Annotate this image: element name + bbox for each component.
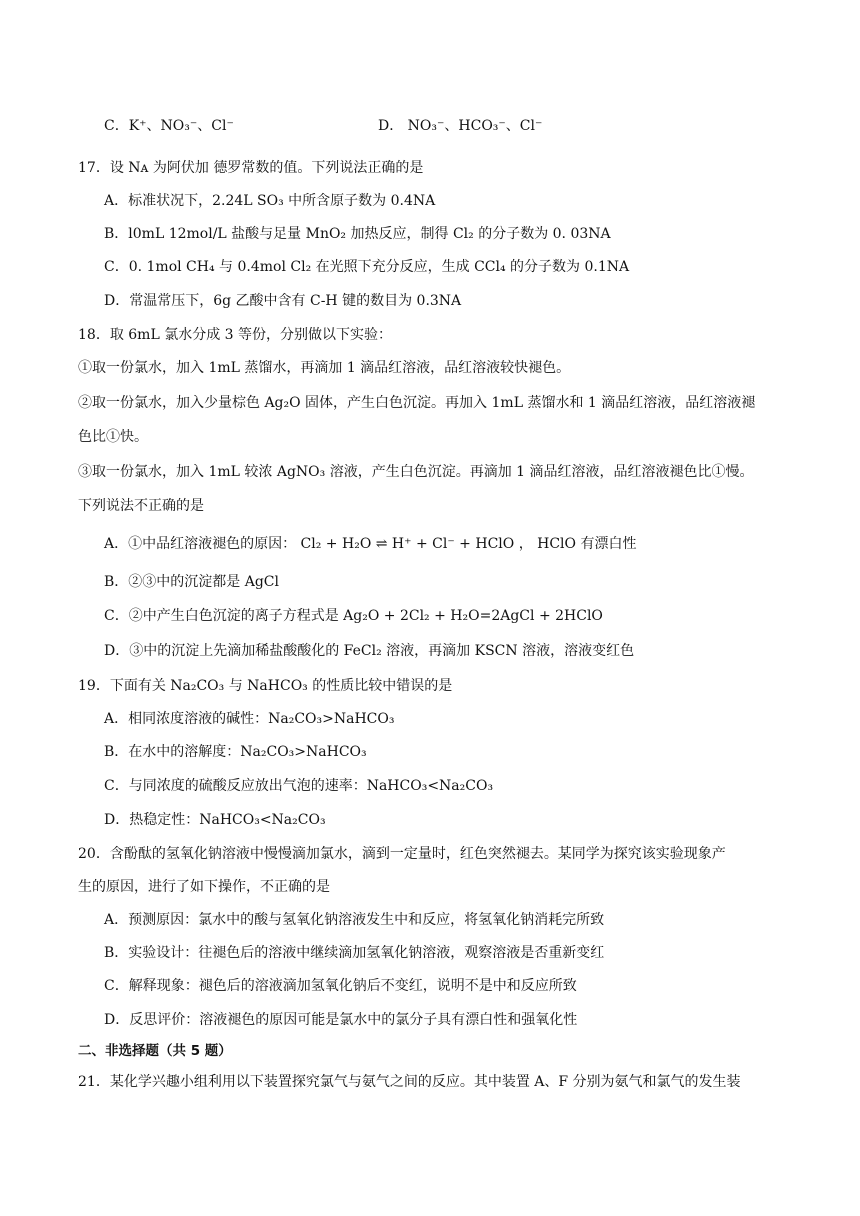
- q18-exp-3: ③取一份氯水，加入 1mL 较浓 AgNO₃ 溶液，产生白色沉淀。再滴加 1 滴品红溶液，品红溶液褪色比①慢。: [78, 464, 754, 480]
- q19-option-c: C．与同浓度的硫酸反应放出气泡的速率：NaHCO₃<Na₂CO₃: [104, 778, 494, 794]
- q18-option-d: D．③中的沉淀上先滴加稀盐酸酸化的 FeCl₂ 溶液，再滴加 KSCN 溶液，溶液变红色: [104, 643, 635, 659]
- q18-exp-2: ②取一份氯水，加入少量棕色 Ag₂O 固体，产生白色沉淀。再加入 1mL 蒸馏水和 1 滴品红溶液，品红溶液褪: [78, 395, 756, 411]
- q21-stem: 21．某化学兴趣小组利用以下装置探究氯气与氨气之间的反应。其中装置 A、F 分别为氨气和氯气的发生装: [78, 1074, 741, 1090]
- q20-option-a: A．预测原因：氯水中的酸与氢氧化钠溶液发生中和反应，将氢氧化钠消耗完所致: [104, 912, 605, 928]
- q20-stem-cont: 生的原因，进行了如下操作，不正确的是: [78, 879, 330, 895]
- q20-option-c: C．解释现象：褪色后的溶液滴加氢氧化钠后不变红，说明不是中和反应所致: [104, 978, 577, 994]
- q18-option-b: B．②③中的沉淀都是 AgCl: [104, 574, 279, 590]
- q20-option-d: D．反思评价：溶液褪色的原因可能是氯水中的氯分子具有漂白性和强氧化性: [104, 1012, 578, 1028]
- q17-option-c: C．0. 1mol CH₄ 与 0.4mol Cl₂ 在光照下充分反应，生成 CCl₄ 的分子数为 0.1NA: [104, 259, 630, 275]
- q16-option-d: D． NO₃⁻、HCO₃⁻、Cl⁻: [378, 118, 543, 134]
- q18-ask: 下列说法不正确的是: [78, 498, 204, 514]
- q20-option-b: B．实验设计：往褪色后的溶液中继续滴加氢氧化钠溶液，观察溶液是否重新变红: [104, 945, 605, 961]
- q18-stem: 18．取 6mL 氯水分成 3 等份，分别做以下实验：: [78, 327, 393, 343]
- q19-option-a: A．相同浓度溶液的碱性：Na₂CO₃>NaHCO₃: [104, 711, 395, 727]
- q18-exp-1: ①取一份氯水，加入 1mL 蒸馏水，再滴加 1 滴品红溶液，品红溶液较快褪色。: [78, 360, 571, 376]
- q18-exp-2-cont: 色比①快。: [78, 429, 148, 445]
- q18-option-a: A．①中品红溶液褪色的原因： Cl₂ + H₂O ⇌ H⁺ + Cl⁻ + HClO ， HClO 有漂白性: [104, 536, 637, 552]
- q17-stem: 17．设 Nᴀ 为阿伏加 德罗常数的值。下列说法正确的是: [78, 160, 424, 176]
- section-heading: 二、非选择题（共 5 题）: [78, 1043, 232, 1059]
- q20-stem: 20．含酚酞的氢氧化钠溶液中慢慢滴加氯水，滴到一定量时，红色突然褪去。某同学为探究该实验现象产: [78, 846, 726, 862]
- q17-option-d: D．常温常压下，6g 乙酸中含有 C-H 键的数目为 0.3NA: [104, 293, 462, 309]
- q17-option-a: A．标准状况下，2.24L SO₃ 中所含原子数为 0.4NA: [104, 193, 436, 209]
- q18-option-c: C．②中产生白色沉淀的离子方程式是 Ag₂O + 2Cl₂ + H₂O=2AgCl + 2HClO: [104, 608, 603, 624]
- q19-stem: 19．下面有关 Na₂CO₃ 与 NaHCO₃ 的性质比较中错误的是: [78, 678, 453, 694]
- q19-option-d: D．热稳定性：NaHCO₃<Na₂CO₃: [104, 812, 326, 828]
- q17-option-b: B．l0mL 12mol/L 盐酸与足量 MnO₂ 加热反应，制得 Cl₂ 的分子数为 0. 03NA: [104, 226, 611, 242]
- q16-option-c: C．K⁺、NO₃⁻、Cl⁻: [104, 118, 234, 134]
- q19-option-b: B．在水中的溶解度：Na₂CO₃>NaHCO₃: [104, 744, 367, 760]
